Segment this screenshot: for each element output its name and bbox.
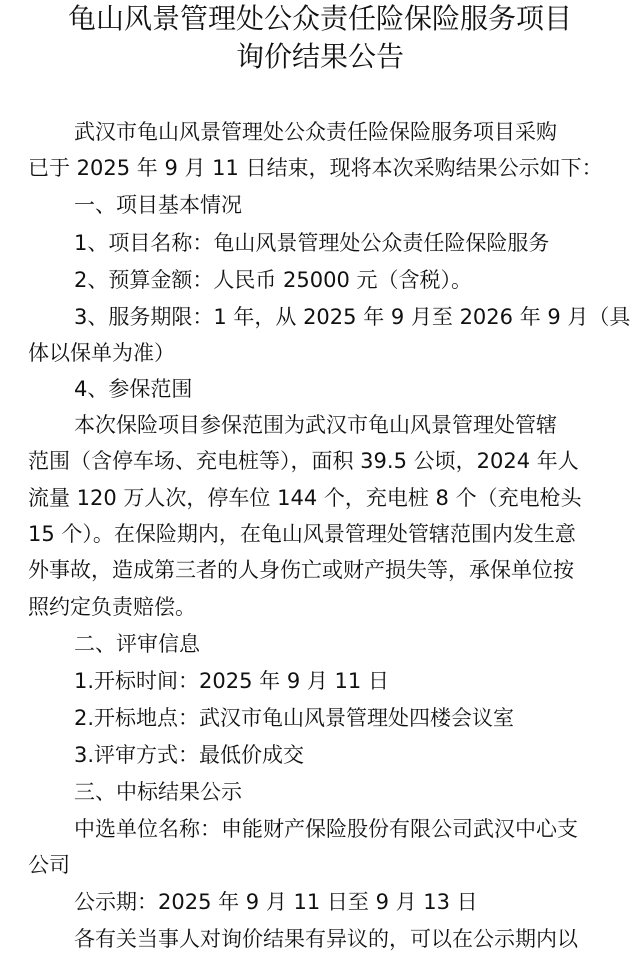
- objection-line: 各有关当事人对询价结果有异议的，可以在公示期内以: [74, 927, 578, 951]
- coverage-line-5: 外事故，造成第三者的人身伤亡或财产损失等，承保单位按: [28, 558, 574, 582]
- title-line-1: 龟山风景管理处公众责任险保险服务项目: [67, 2, 572, 35]
- coverage-line-2: 范围（含停车场、充电桩等），面积 39.5 公顷，2024 年人: [28, 449, 579, 473]
- bid-opening-location-line: 2.开标地点：武汉市龟山风景管理处四楼会议室: [74, 706, 515, 730]
- coverage-line-6: 照约定负责赔偿。: [28, 595, 196, 619]
- section-heading-1: 一、项目基本情况: [74, 193, 242, 217]
- selected-company-line-1: 中选单位名称：申能财产保险股份有限公司武汉中心支: [74, 817, 578, 841]
- section-heading-2: 二、评审信息: [74, 632, 200, 656]
- publicity-period-line: 公示期：2025 年 9 月 11 日至 9 月 13 日: [74, 890, 478, 914]
- service-period-line-2: 体以保单为准）: [28, 341, 175, 365]
- intro-line-2: 已于 2025 年 9 月 11 日结束，现将本次采购结果公示如下：: [28, 156, 603, 180]
- service-period-line-1: 3、服务期限：1 年，从 2025 年 9 月至 2026 年 9 月（具: [74, 305, 631, 329]
- budget-line: 2、预算金额：人民币 25000 元（含税）。: [74, 268, 473, 292]
- project-name-line: 1、项目名称：龟山风景管理处公众责任险保险服务: [74, 231, 550, 255]
- coverage-line-3: 流量 120 万人次，停车位 144 个，充电桩 8 个（充电枪头: [28, 486, 582, 510]
- coverage-line-1: 本次保险项目参保范围为武汉市龟山风景管理处管辖: [74, 413, 557, 437]
- section-heading-3: 三、中标结果公示: [74, 780, 242, 804]
- intro-line-1: 武汉市龟山风景管理处公众责任险保险服务项目采购: [74, 120, 557, 144]
- review-method-line: 3.评审方式：最低价成交: [74, 743, 305, 767]
- bid-opening-time-line: 1.开标时间：2025 年 9 月 11 日: [74, 669, 389, 693]
- coverage-line-4: 15 个）。在保险期内，在龟山风景管理处管辖范围内发生意: [28, 522, 576, 546]
- coverage-heading: 4、参保范围: [74, 377, 193, 401]
- title-line-2: 询价结果公告: [235, 40, 404, 73]
- selected-company-line-2: 公司: [28, 853, 70, 877]
